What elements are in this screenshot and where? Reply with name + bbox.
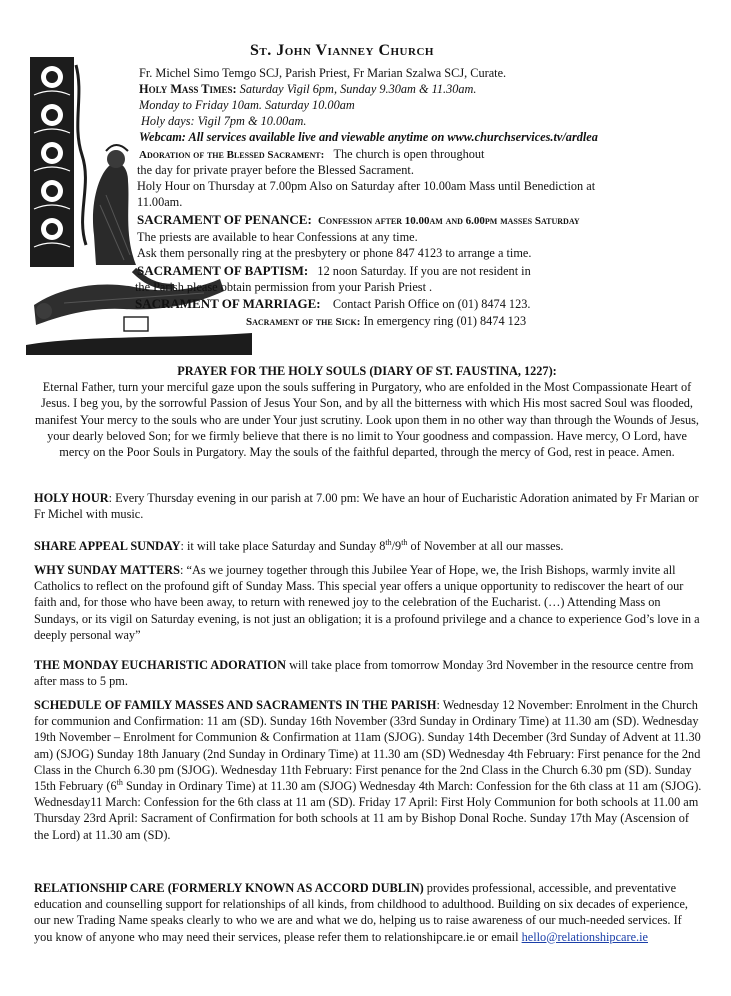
share-appeal-section [34, 538, 702, 554]
relationship-care-section [34, 880, 702, 945]
why-sunday-text: : “As we journey together through this Jubilee Year of Hope, we, the Irish Bishops, warmly invite all Catholics to reflect on the profound gift of Sunday Mass. This special year offers a unique opportunity to rediscover the heart of our faith and, for those who have been away, to return with renewed joy to the celebration of the Eucharist. (…) Attending Mass on Sundays, or its vigil on Saturday evening, is not just an obligation; it is a profound privilege and a chance to experience God’s love in a deeply personal way” [34, 563, 700, 642]
share-appeal-sup-a: th [385, 537, 392, 547]
share-appeal-text-b: /9 [391, 539, 402, 553]
relationship-care-email-link[interactable]: hello@relationshipcare.ie [521, 929, 648, 944]
adoration-label: Adoration of the Blessed Sacrament: [139, 149, 325, 161]
monday-adoration-text: will take place from tomorrow Monday 3rd November in the resource centre from after mass to 5 pm. [34, 658, 694, 689]
why-sunday-section [34, 562, 702, 643]
prayer-text: Eternal Father, turn your merciful gaze upon the souls suffering in Purgatory, who are enfolded in the Most Compassionate Heart of Jesus. I beg you, by the sorrowful Passion of Jesus Your Son, and by all the bitterness with which His most sacred Soul was flooded, manifest Your mercy to the souls who are under Your just scrutiny. Look upon them in no other way than through the Wounds of Jesus, your dearly beloved Son; for we firmly believe that there is no limit to Your goodness and compassion. Have mercy, O Lord, have mercy on the Poor Souls in Purgatory. May the souls of the faithful departed, through the mercy of God, rest in peace. Amen. [35, 380, 699, 460]
baptism-text2: the Parish please obtain permission from your Parish Priest . [135, 280, 433, 294]
holy-hour-section [34, 490, 702, 522]
schedule-text-b: Sunday in Ordinary Time) at 11.30 am (SJOG) Wednesday 4th March: Confession for the 6th class at 11 am (SJOG). Wednesday11 March: Confession for the 6th class at 11 am (SD). Friday 17 April: First Holy Communion for both schools at 11.00 am Thursday 23rd April: Sacrament of Confirmation for both schools at 11 am by Bishop Donal Roche. Sunday 17th May (Ascension of the Lord) at 11.30 am (SD). [34, 779, 702, 842]
baptism-text1: 12 noon Saturday. If you are not resident in [317, 264, 531, 278]
clergy-line: Fr. Michel Simo Temgo SCJ, Parish Priest, Fr Marian Szalwa SCJ, Curate. [139, 66, 507, 80]
adoration-text4: 11.00am. [137, 195, 183, 209]
adoration-text2: the day for private prayer before the Blessed Sacrament. [137, 163, 414, 177]
relationship-care-label: RELATIONSHIP CARE (FORMERLY KNOWN AS ACCORD DUBLIN) [34, 881, 424, 895]
prayer-section [34, 363, 700, 460]
sick-label: Sacrament of the Sick: [246, 316, 361, 328]
schedule-sup: th [116, 777, 123, 787]
prayer-title: PRAYER FOR THE HOLY SOULS (DIARY OF ST. FAUSTINA, 1227): [177, 364, 557, 378]
monday-adoration-label: THE MONDAY EUCHARISTIC ADORATION [34, 658, 287, 672]
baptism-line [137, 263, 531, 279]
adoration-line [139, 146, 484, 163]
penance-text1: The priests are available to hear Confessions at any time. [137, 230, 418, 244]
holy-days: Holy days: Vigil 7pm & 10.00am. [141, 114, 307, 128]
share-appeal-label: SHARE APPEAL SUNDAY [34, 539, 181, 553]
marriage-label: SACRAMENT OF MARRIAGE: [135, 296, 321, 311]
mass-times-weekend: Saturday Vigil 6pm, Sunday 9.30am & 11.30am. [239, 82, 477, 96]
schedule-section [34, 697, 702, 843]
baptism-label: SACRAMENT OF BAPTISM: [137, 263, 309, 278]
schedule-label: SCHEDULE OF FAMILY MASSES AND SACRAMENTS IN THE PARISH [34, 698, 437, 712]
marriage-line [135, 296, 530, 312]
adoration-text3: Holy Hour on Thursday at 7.00pm Also on Saturday after 10.00am Mass until Benediction at [137, 179, 596, 193]
share-appeal-text-c: of November at all our masses. [407, 539, 564, 553]
penance-text2: Ask them personally ring at the presbytery or phone 847 4123 to arrange a time. [137, 246, 532, 260]
penance-line [137, 212, 580, 229]
holy-hour-label: HOLY HOUR [34, 491, 109, 505]
mass-times-weekday: Monday to Friday 10am. Saturday 10.00am [139, 98, 355, 112]
adoration-text1: The church is open throughout [333, 147, 485, 161]
why-sunday-label: WHY SUNDAY MATTERS [34, 563, 180, 577]
penance-confession-times: Confession after 10.00am and 6.00pm masses Saturday [317, 215, 580, 227]
webcam-info: Webcam: All services available live and viewable anytime on www.churchservices.tv/ardlea [139, 130, 598, 144]
relationship-care-text: provides professional, accessible, and preventative education and counselling support for relationships of all kinds, from childhood to adulthood. Building on six decades of experience, our new Trading Name speaks clearly to who we are and what we do, helping us to raise awareness of our much-needed services. If you know of anyone who may need their services, please refer them to relationshipcare.ie or email [34, 881, 688, 944]
monday-adoration-section [34, 657, 702, 689]
mass-times-label: Holy Mass Times: [139, 82, 237, 96]
schedule-text-a: : Wednesday 12 November: Enrolment in the Church for communion and Confirmation: 11 am (SD). Sunday 16th November (33rd Sunday in Ordinary Time) at 11.30 am (SD). Wednesday 19th November – Enrolment for Communion & Confirmation at 11am (SJOG). Sunday 14th December (3rd Sunday of Advent at 11.30 am) (SJOG) Sunday 18th January (2nd Sunday in Ordinary Time) at 11.30 am (SD) Wednesday 4th February: First penance for the 2nd Class in the Church 6.30 pm (SJOG). Wednesday 11th February: First penance for the 2nd Class in the Church 6.30 pm (SD). Sunday 15th February (6 [34, 698, 701, 794]
mass-times-line [139, 81, 476, 97]
marriage-text: Contact Parish Office on (01) 8474 123. [332, 297, 531, 311]
penance-label: SACRAMENT OF PENANCE: [137, 212, 312, 227]
holy-hour-text: : Every Thursday evening in our parish at 7.00 pm: We have an hour of Eucharistic Adoration animated by Fr Marian or Fr Michel with music. [34, 491, 699, 522]
sick-line [246, 313, 526, 330]
share-appeal-text-a: : it will take place Saturday and Sunday 8 [180, 539, 386, 553]
sick-text: In emergency ring (01) 8474 123 [363, 314, 527, 328]
share-appeal-sup-b: th [401, 537, 408, 547]
page-title: St. John Vianney Church [250, 42, 434, 59]
